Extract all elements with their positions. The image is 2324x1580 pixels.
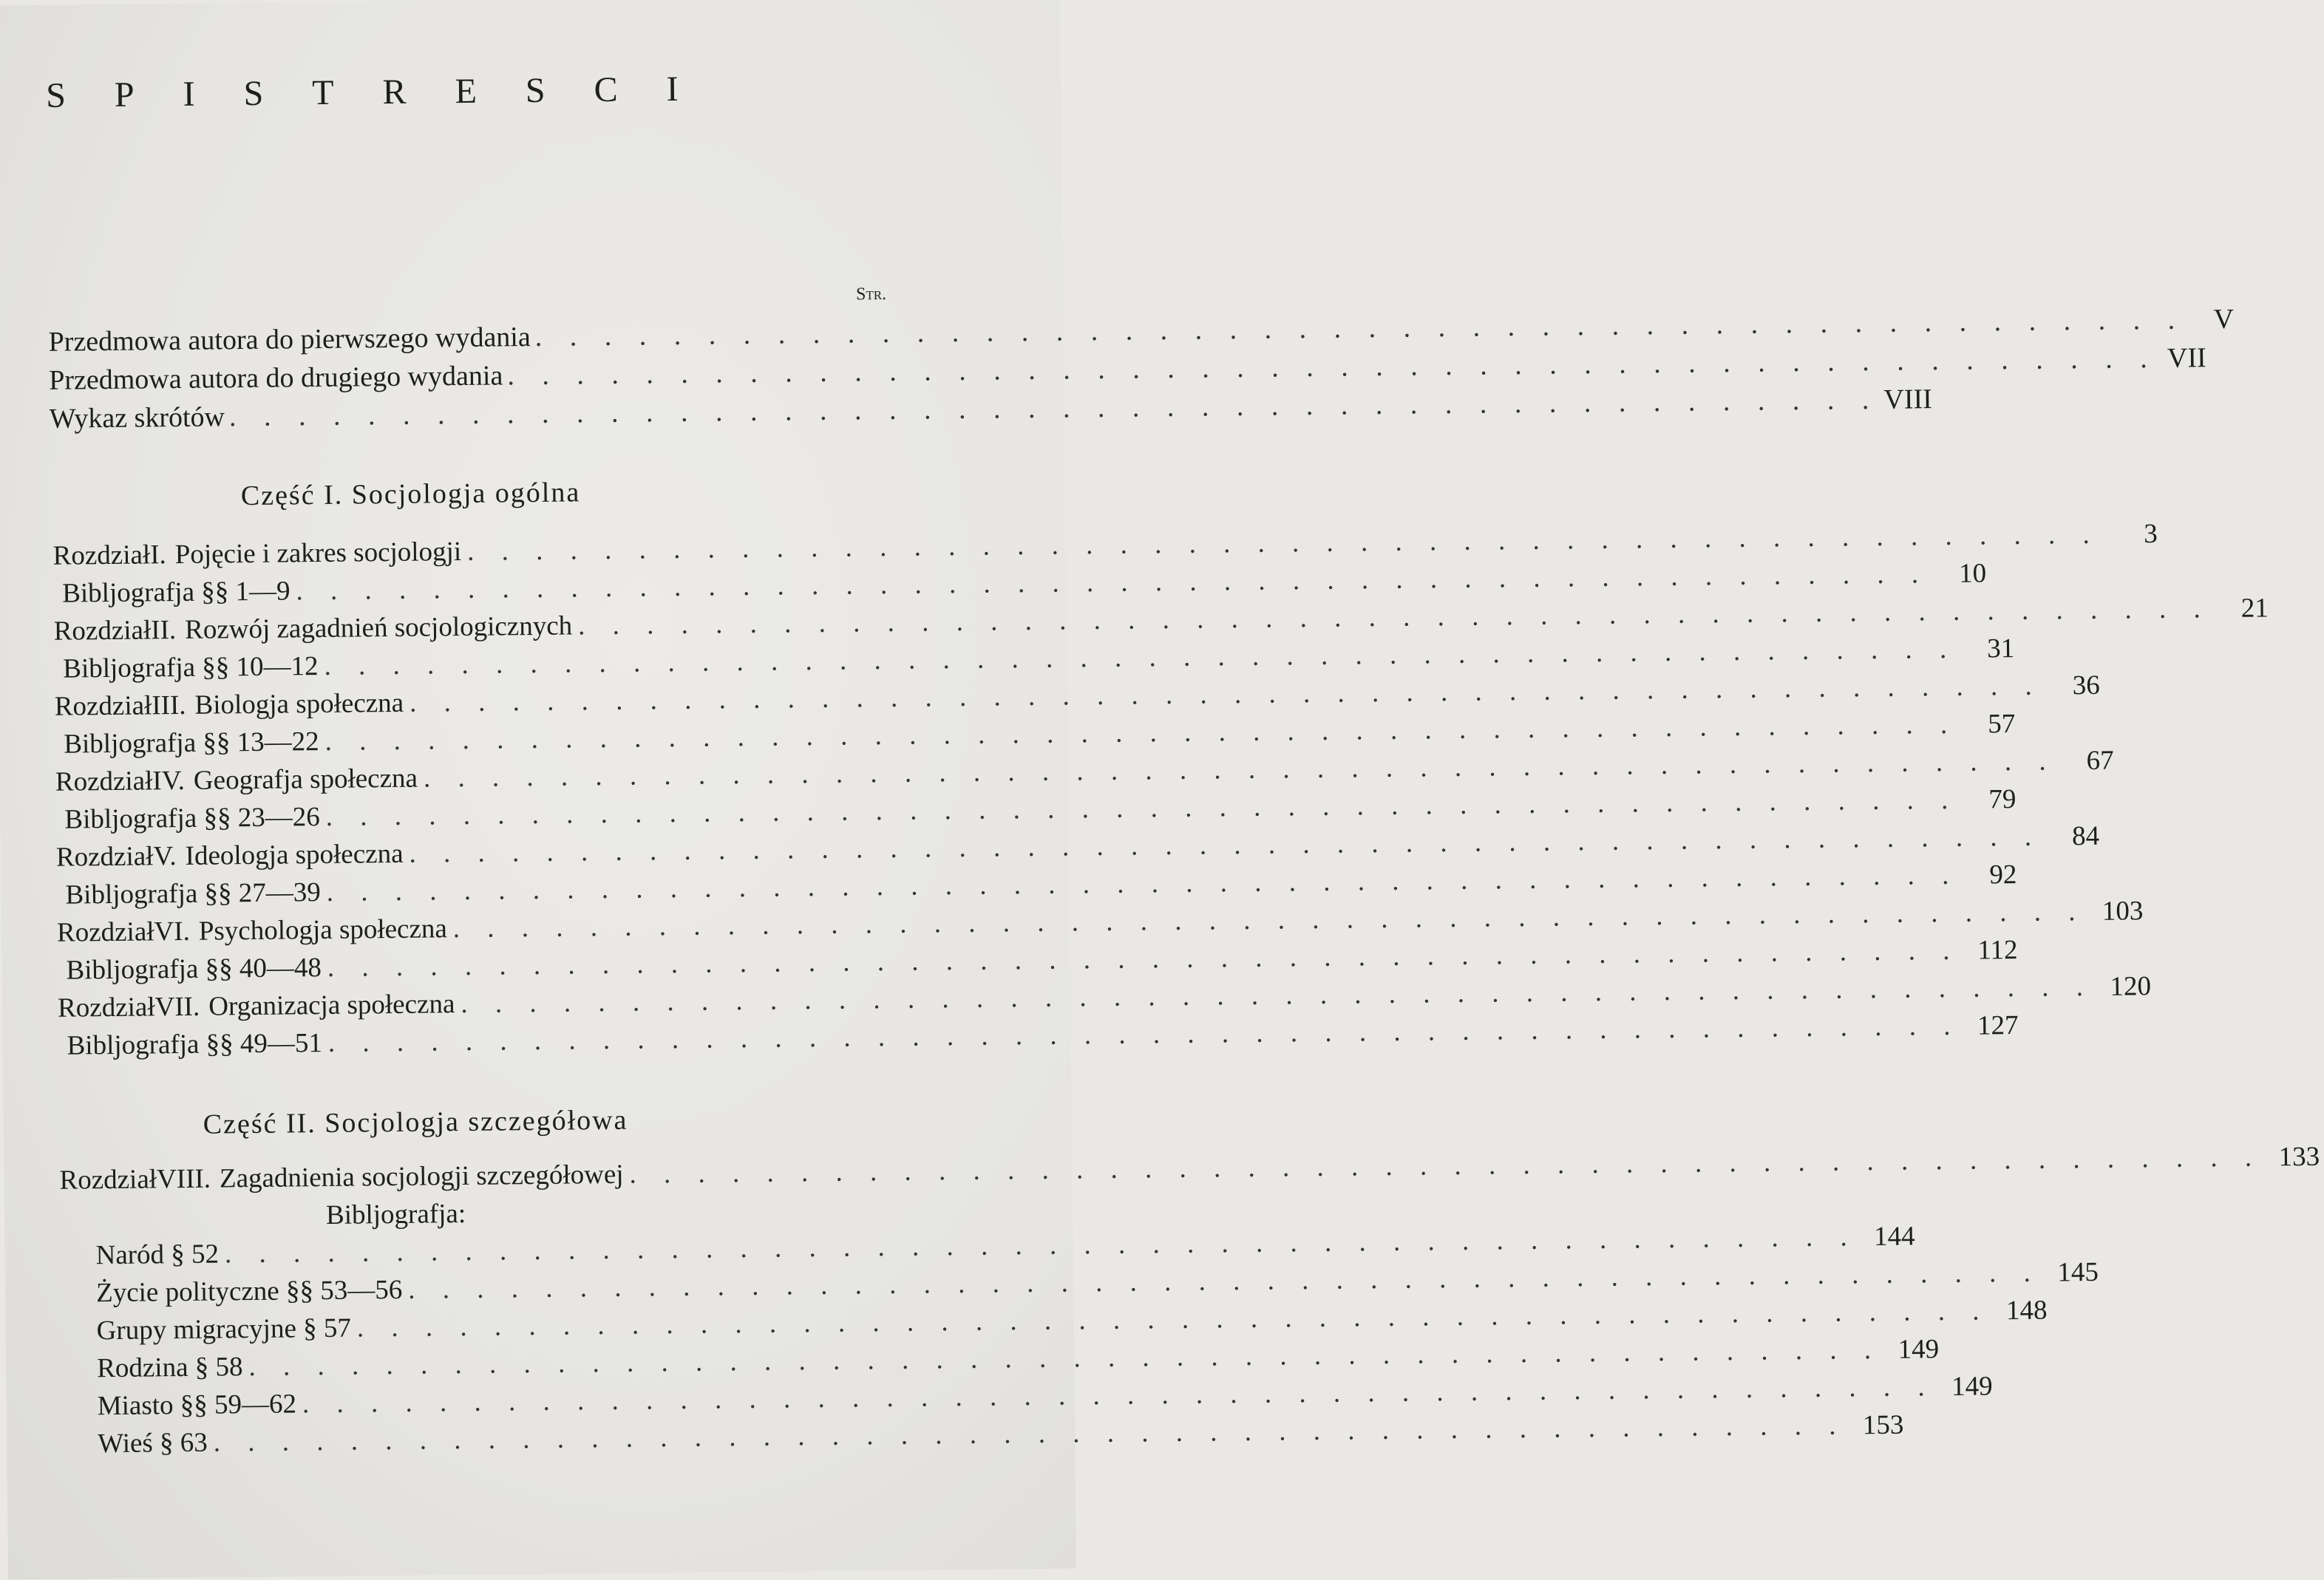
bibliography-label: Bibljografja §§ 13—22 (64, 723, 319, 763)
chapter-title: Psychologja społeczna (199, 910, 448, 950)
front-matter-list (48, 314, 892, 438)
bibliography-page: 31 (1963, 630, 2015, 668)
title-letter: S (243, 72, 312, 114)
subentry-label: Życie polityczne §§ 53—56 (96, 1271, 403, 1312)
chapter-number: VIII. (157, 1160, 220, 1198)
toc-entry (49, 391, 891, 438)
title-letter: S (526, 69, 594, 111)
chapter-title: Rozwój zagadnień socjologicznych (185, 607, 573, 648)
chapter-number: VI. (154, 913, 199, 951)
page-title (46, 68, 727, 116)
bibliography-label: Bibljografja §§ 1—9 (62, 572, 290, 612)
entry-page: VIII (1883, 380, 1929, 419)
chapter-keyword: Rozdział (53, 611, 151, 650)
part1-chapter-list (52, 528, 897, 1065)
bibliography-page: 127 (1966, 1007, 2019, 1045)
bibliography-subentry (62, 1417, 901, 1463)
chapter-title: Zagadnienia socjologji szczegółowej (220, 1156, 624, 1198)
subentry-page: 149 (1940, 1367, 1993, 1406)
bibliography-page: 112 (1965, 931, 2018, 970)
chapter-number: IV. (152, 762, 194, 800)
title-letter: C (594, 69, 667, 110)
chapter-keyword: Rozdział (52, 536, 150, 574)
subentry-label: Miasto §§ 59—62 (97, 1385, 296, 1425)
part-heading: Część II. Socjologja szczegółowa (203, 1104, 628, 1141)
subentry-page: 153 (1852, 1406, 1904, 1445)
bibliography-heading: Bibljografja: (326, 1195, 466, 1234)
subentry-label: Wieś § 63 (98, 1424, 208, 1463)
part-heading: Część I. Socjologja ogólna (241, 476, 581, 512)
chapter-title: Biologja społeczna (194, 684, 404, 724)
bibliography-label: Bibljografja §§ 49—51 (67, 1024, 322, 1065)
bibliography-label: Bibljografja §§ 10—12 (63, 647, 319, 688)
title-letter: R (382, 71, 455, 112)
chapter-title: Geografja społeczna (194, 760, 418, 800)
chapter-page: 3 (2105, 515, 2158, 554)
chapter-page: 84 (2048, 817, 2100, 856)
subentry-page: 149 (1887, 1330, 1940, 1369)
subentry-label: Rodzina § 58 (97, 1348, 243, 1387)
chapter-keyword: Rozdział (56, 837, 154, 876)
bibliography-label: Bibljografja §§ 40—48 (66, 949, 322, 990)
subentry-label: Naród § 52 (95, 1236, 219, 1275)
chapter-number: VII. (154, 988, 208, 1026)
chapter-keyword: Rozdział (58, 988, 155, 1026)
chapter-keyword: Rozdział (55, 687, 152, 725)
subentry-page: 144 (1863, 1217, 1915, 1256)
chapter-number: III. (152, 687, 195, 725)
subentry-page: 145 (2047, 1253, 2099, 1292)
bibliography-page: 79 (1964, 780, 2016, 819)
chapter-keyword: Rozdział (57, 913, 154, 951)
book-page (0, 0, 1076, 1580)
chapter-page: 21 (2217, 589, 2269, 627)
title-letter: P (115, 74, 183, 115)
chapter-page: 36 (2048, 667, 2100, 705)
page-column-label: Str. (856, 285, 886, 304)
chapter-keyword: Rozdział (55, 762, 153, 800)
subentry-page: 148 (1995, 1292, 2048, 1330)
title-letter: I (666, 68, 727, 109)
entry-label: Przedmowa autora do drugiego wydania (49, 356, 503, 399)
bibliography-page: 92 (1965, 856, 2017, 894)
chapter-page: 67 (2062, 742, 2114, 780)
bibliography-label: Bibljografja §§ 23—26 (64, 798, 320, 839)
chapter-page: 103 (2091, 892, 2144, 930)
entry-label: Przedmowa autora do pierwszego wydania (48, 318, 531, 361)
chapter-keyword: Rozdział (59, 1160, 157, 1199)
chapter-title: Pojęcie i zakres socjologji (175, 533, 462, 573)
entry-page: VII (2161, 338, 2206, 378)
title-letter: S (46, 75, 115, 116)
part2-chapter-list (59, 1153, 901, 1463)
bibliography-page: 57 (1963, 705, 2016, 743)
entry-label: Wykaz skrótów (49, 398, 225, 437)
bibliography-row (58, 1018, 897, 1065)
chapter-number: II. (151, 611, 185, 649)
chapter-number: V. (153, 837, 186, 875)
subentry-label: Grupy migracyjne § 57 (96, 1310, 351, 1350)
chapter-title: Organizacja społeczna (208, 985, 455, 1025)
title-letter: T (312, 72, 383, 113)
leader-dots (629, 1139, 2262, 1193)
chapter-page: 120 (2099, 967, 2152, 1006)
title-letter: I (183, 73, 244, 115)
bibliography-label: Bibljografja §§ 27—39 (65, 874, 321, 914)
entry-page: V (2189, 300, 2235, 339)
chapter-number: I. (150, 536, 175, 573)
chapter-page: 133 (2268, 1138, 2320, 1177)
chapter-title: Ideologja społeczna (185, 835, 403, 875)
title-letter: E (455, 70, 526, 112)
bibliography-page: 10 (1934, 554, 1987, 593)
